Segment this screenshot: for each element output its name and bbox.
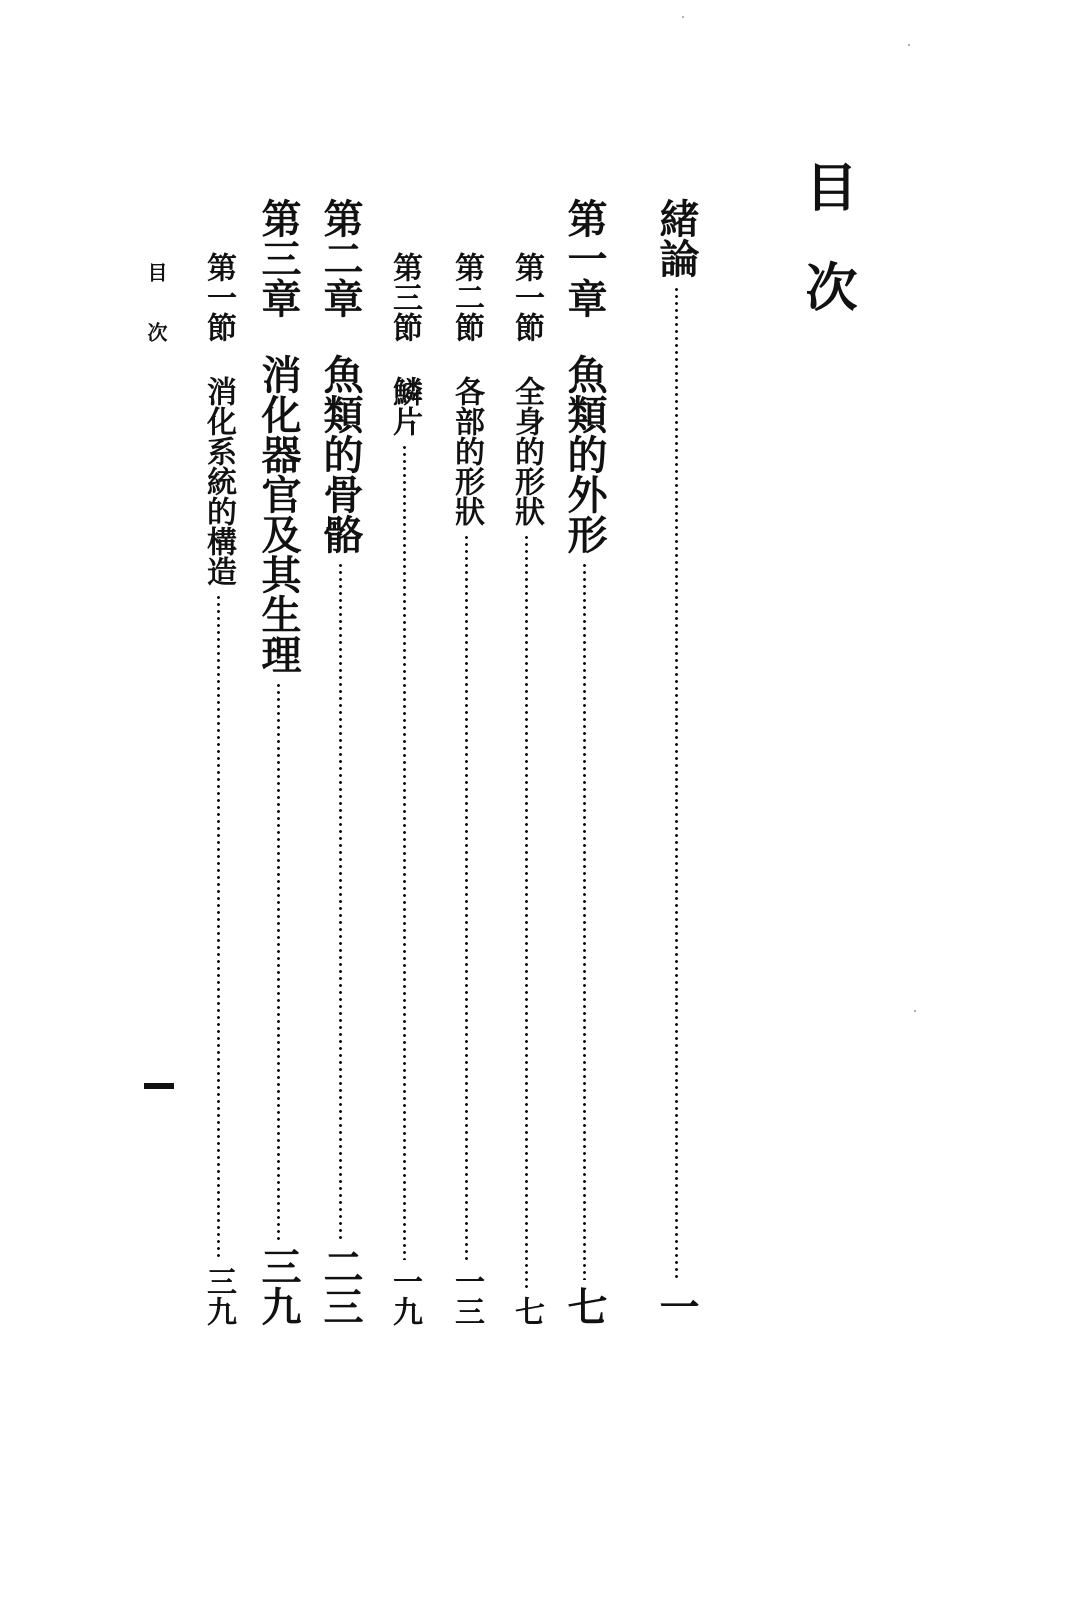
page-number: [144, 1083, 174, 1089]
dot-leader: [583, 562, 586, 1280]
toc-entry-section: 第二章: [317, 198, 364, 318]
scan-speck: [682, 16, 684, 18]
toc-entry-page: 一九: [387, 1266, 422, 1326]
toc-entry-title: 緒論: [653, 198, 700, 278]
toc-entry-chapter-1[interactable]: [560, 198, 608, 1326]
toc-entry-section: 第三章: [255, 198, 302, 318]
toc-entry-title: 魚類的外形: [561, 354, 608, 554]
toc-entry-section: 第一節: [201, 252, 236, 342]
dot-leader: [217, 594, 220, 1260]
toc-entry-title: 鱗片: [387, 376, 422, 436]
toc-entry-title: 消化器官及其生理: [255, 354, 302, 674]
scan-speck: [914, 1010, 916, 1012]
toc-entry-page: 二三: [317, 1246, 364, 1326]
toc-entry-page: 三九: [201, 1266, 236, 1326]
running-head: 目次: [144, 262, 168, 382]
toc-entry-title: 各部的形狀: [449, 376, 484, 526]
toc-entry-introduction[interactable]: [652, 198, 700, 1326]
toc-entry-section: 第三節: [387, 252, 422, 342]
toc-entry-title: 全身的形狀: [509, 376, 544, 526]
toc-entry-page: 三九: [255, 1246, 302, 1326]
toc-entry-chapter-1-section-2[interactable]: [448, 252, 484, 1326]
scan-speck: [908, 44, 910, 46]
toc-entry-chapter-2[interactable]: [316, 198, 364, 1326]
toc-entry-page: 一: [653, 1286, 700, 1326]
dot-leader: [339, 562, 342, 1240]
toc-entry-title: 魚類的骨骼: [317, 354, 364, 554]
toc-entry-section: 第二節: [449, 252, 484, 342]
toc-entry-page: 七: [561, 1286, 608, 1326]
dot-leader: [675, 286, 678, 1280]
toc-entry-chapter-1-section-1[interactable]: [508, 252, 544, 1326]
toc-entry-title: 消化系統的構造: [201, 376, 236, 586]
toc-entry-section: 第一章: [561, 198, 608, 318]
toc-entry-page: 七: [509, 1296, 544, 1326]
dot-leader: [403, 444, 406, 1260]
toc-entry-section: 第一節: [509, 252, 544, 342]
toc-entry-chapter-3[interactable]: [254, 198, 302, 1326]
toc-entry-page: 一三: [449, 1266, 484, 1326]
toc-entry-chapter-1-section-3[interactable]: [386, 252, 422, 1326]
dot-leader: [465, 534, 468, 1260]
dot-leader: [277, 682, 280, 1240]
toc-entry-chapter-3-section-1[interactable]: [200, 252, 236, 1326]
dot-leader: [525, 534, 528, 1290]
toc-heading: 目次: [796, 160, 857, 360]
